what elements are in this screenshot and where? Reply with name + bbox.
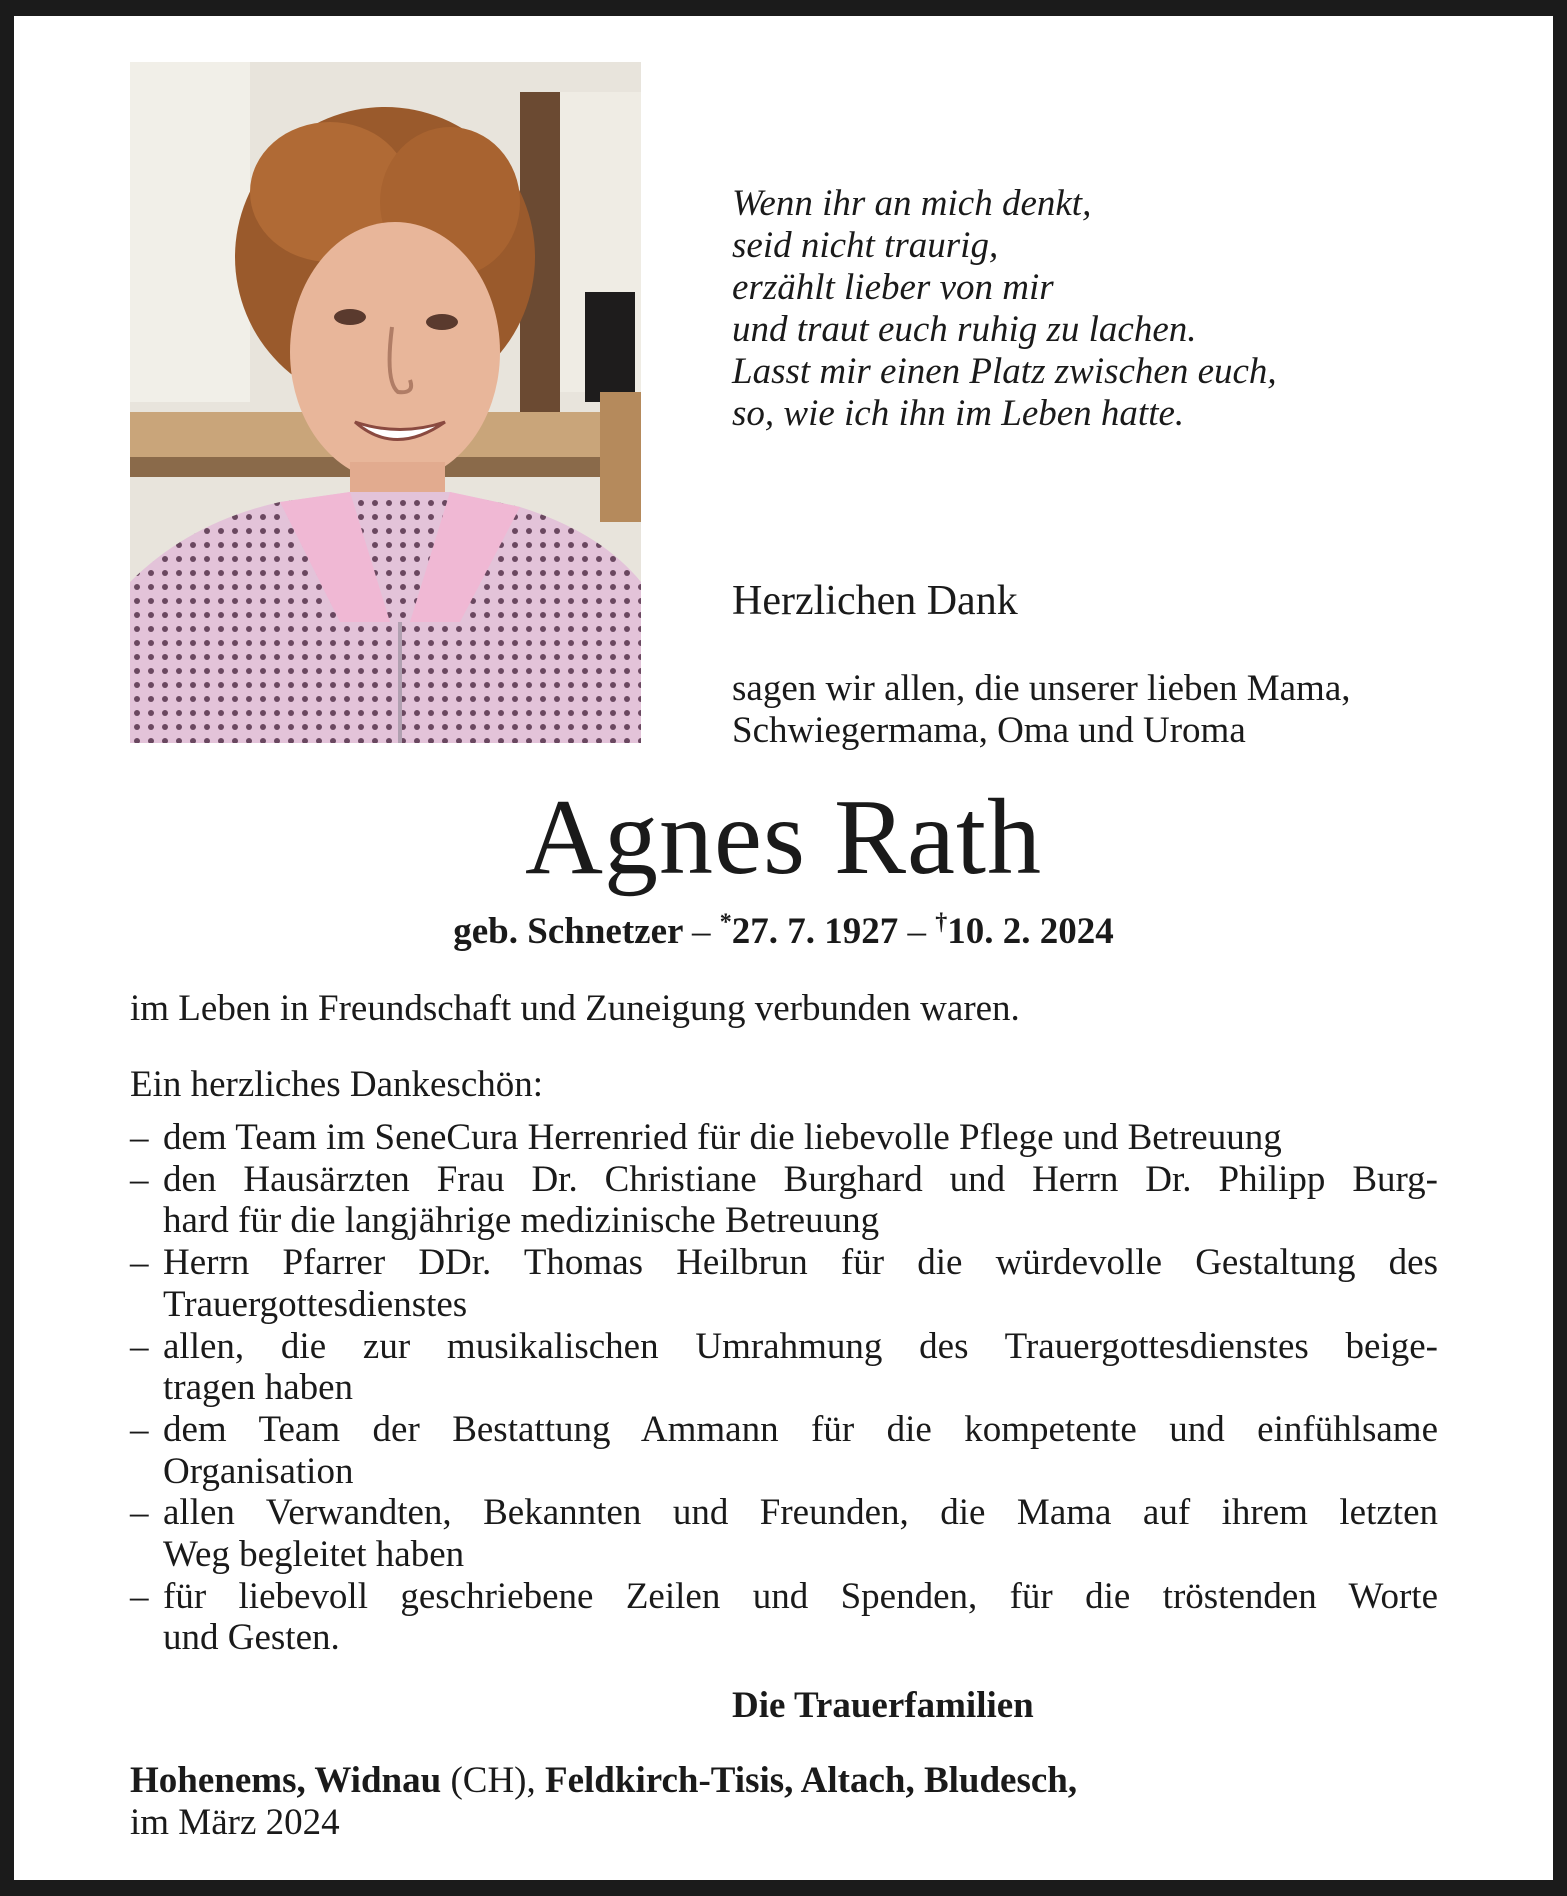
list-item-line: den Hausärzten Frau Dr. Christiane Burghard und Herrn Dr. Philipp Burg- [163,1158,1438,1200]
list-item-line: allen Verwandten, Bekannten und Freunden, die Mama auf ihrem letzten [163,1492,1438,1534]
list-item [130,1492,1438,1575]
list-heading: Ein herzliches Dankeschön: [130,1064,544,1105]
list-item [130,1576,1438,1659]
list-dash: – [130,1325,149,1367]
list-dash: – [130,1158,149,1200]
thanks-intro-line: Schwiegermama, Oma und Uroma [732,710,1246,751]
list-item [130,1326,1438,1409]
death-date: 10. 2. 2024 [947,911,1114,952]
poem-line: so, wie ich ihn im Leben hatte. [732,393,1185,434]
poem-line: Wenn ihr an mich denkt, [732,183,1092,224]
maiden-name: geb. Schnetzer [453,911,683,952]
list-item-line: tragen haben [163,1367,354,1409]
list-item-line: allen, die zur musikalischen Umrahmung des Trauergottesdienstes beige- [163,1325,1438,1367]
birth-date: 27. 7. 1927 [731,911,899,952]
poem-line: seid nicht traurig, [732,225,999,266]
poem-line: Lasst mir einen Platz zwischen euch, [732,351,1277,392]
poem-line: und traut euch ruhig zu lachen. [732,309,1197,350]
places-and-date [130,1760,1077,1844]
list-item [130,1242,1438,1325]
list-item [130,1159,1438,1242]
list-item-line: Trauergottesdienstes [163,1283,468,1325]
list-item-line: Weg begleitet haben [163,1534,465,1576]
separator: – [692,911,711,952]
deceased-name: Agnes Rath [525,778,1042,897]
poem-line: erzählt lieber von mir [732,267,1054,308]
places-line [130,1760,1077,1802]
places-normal: (CH), [441,1760,545,1801]
list-item-line: Organisation [163,1450,354,1492]
portrait-photo [130,62,641,743]
places-bold-2: Feldkirch-Tisis, Altach, Bludesch, [544,1760,1078,1801]
list-item-line: dem Team im SeneCura Herrenried für die liebevolle Pflege und Betreuung [163,1117,1282,1158]
death-symbol: † [935,909,948,936]
list-item-line: hard für die langjährige medizinische Betreuung [163,1200,880,1242]
places-bold-1: Hohenems, Widnau [130,1760,442,1801]
thanks-intro [732,668,1452,752]
list-item-line: Herrn Pfarrer DDr. Thomas Heilbrun für die würdevolle Gestaltung des [163,1242,1438,1284]
thanks-intro-line: sagen wir allen, die unserer lieben Mama, [732,668,1351,709]
poem [732,183,1432,435]
signature: Die Trauerfamilien [732,1685,1034,1726]
thanks-list [130,1117,1438,1659]
list-item-line: und Gesten. [163,1617,340,1659]
continuation-text: im Leben in Freundschaft und Zuneigung verbunden waren. [130,988,1020,1029]
list-item [130,1117,1438,1159]
list-item-line: dem Team der Bestattung Ammann für die kompetente und einfühlsame [163,1408,1438,1450]
list-item [130,1409,1438,1492]
list-dash: – [130,1492,149,1534]
list-item-line: für liebevoll geschriebene Zeilen und Spenden, für die tröstenden Worte [163,1575,1438,1617]
list-dash: – [130,1117,149,1158]
list-dash: – [130,1408,149,1450]
list-dash: – [130,1575,149,1617]
portrait-photo-icon [130,62,641,743]
list-dash: – [130,1242,149,1284]
separator: – [907,911,926,952]
birth-symbol: * [719,909,732,936]
lifespan [0,910,1567,954]
thanks-heading: Herzlichen Dank [732,578,1018,624]
date-line: im März 2024 [130,1802,340,1843]
